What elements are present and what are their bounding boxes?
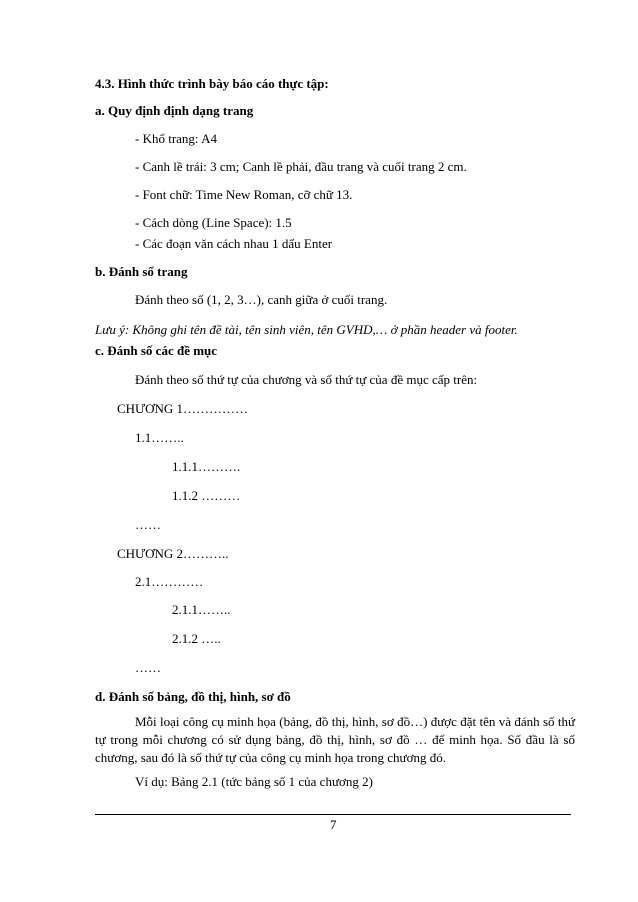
part-a-item: - Cách dòng (Line Space): 1.5 bbox=[135, 215, 292, 230]
part-d-heading: d. Đánh số bảng, đồ thị, hình, sơ đồ bbox=[95, 689, 291, 704]
outline-chapter: CHƯƠNG 2……….. bbox=[117, 546, 229, 561]
outline-section: 2.1………… bbox=[135, 574, 204, 589]
footer-rule bbox=[95, 814, 571, 815]
section-heading: 4.3. Hình thức trình bày báo cáo thực tập: bbox=[95, 76, 329, 91]
part-d-body-text: Mỗi loại công cụ minh họa (bảng, đồ thị, hình, sơ đồ…) được đặt tên và đánh số thứ tự trong mỗi chương có sử dụng bảng, đồ thị, hình, sơ đồ … để minh họa. Số đầu là số chương, sau đó là số thứ tự của công cụ minh họa trong chương đó. bbox=[95, 714, 575, 765]
outline-section: 1.1…….. bbox=[135, 430, 184, 445]
outline-chapter: CHƯƠNG 1…………… bbox=[117, 401, 249, 416]
outline-ellipsis: …… bbox=[135, 517, 161, 532]
outline-subsection: 1.1.2 ……… bbox=[172, 488, 241, 503]
outline-subsection: 1.1.1………. bbox=[172, 459, 241, 474]
part-d-example: Ví dụ: Bảng 2.1 (tức bảng số 1 của chương 2) bbox=[135, 774, 373, 789]
part-c-body: Đánh theo số thứ tự của chương và số thứ tự của đề mục cấp trên: bbox=[135, 372, 478, 387]
outline-ellipsis: …… bbox=[135, 660, 161, 675]
part-c-heading: c. Đánh số các đề mục bbox=[95, 343, 218, 358]
part-a-item: - Các đoạn văn cách nhau 1 dấu Enter bbox=[135, 236, 333, 251]
outline-subsection: 2.1.1…….. bbox=[172, 602, 231, 617]
page-number: 7 bbox=[330, 817, 337, 832]
outline-subsection: 2.1.2 ….. bbox=[172, 631, 221, 646]
part-a-item: - Khổ trang: A4 bbox=[135, 131, 217, 146]
part-b-body: Đánh theo số (1, 2, 3…), canh giữa ở cuối trang. bbox=[135, 292, 388, 307]
part-b-note: Lưu ý: Không ghi tên đề tài, tên sinh viên, tên GVHD,… ở phần header và footer. bbox=[95, 322, 518, 337]
part-a-item: - Font chữ: Time New Roman, cỡ chữ 13. bbox=[135, 187, 353, 202]
part-a-heading: a. Quy định định dạng trang bbox=[95, 103, 254, 118]
part-a-item: - Canh lề trái: 3 cm; Canh lề phải, đầu trang và cuối trang 2 cm. bbox=[135, 159, 467, 174]
part-d-body bbox=[95, 713, 575, 767]
part-b-heading: b. Đánh số trang bbox=[95, 264, 188, 279]
